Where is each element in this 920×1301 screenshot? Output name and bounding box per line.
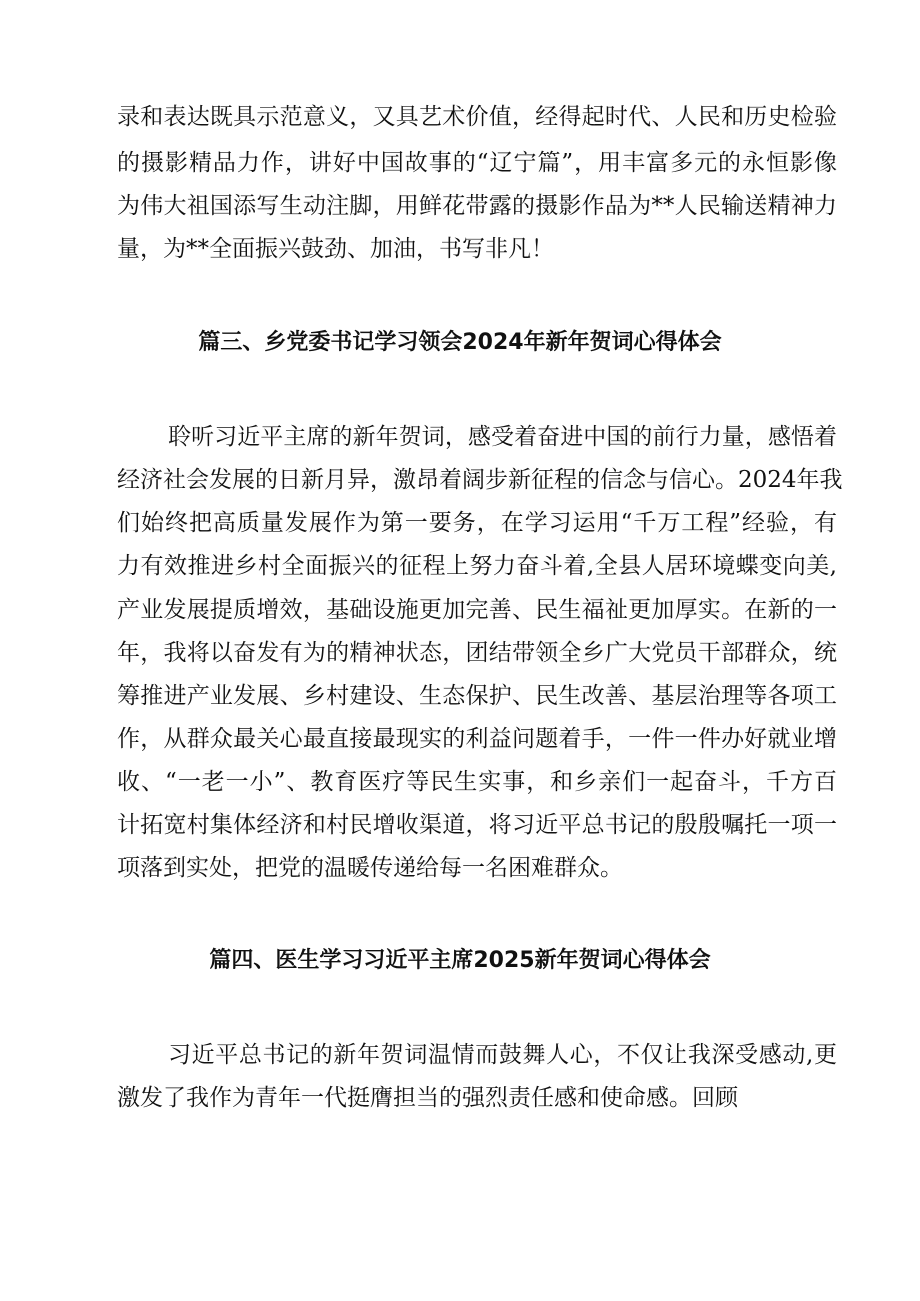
paragraph-line: 聆听习近平主席的新年贺词，感受着奋进中国的前行力量，感悟着 xyxy=(168,424,837,450)
paragraph-line: 的摄影精品力作，讲好中国故事的“辽宁篇”，用丰富多元的永恒影像 xyxy=(117,150,837,176)
paragraph-line: 筹推进产业发展、乡村建设、生态保护、民生改善、基层治理等各项工 xyxy=(117,683,837,709)
paragraph-line: 计拓宽村集体经济和村民增收渠道，将习近平总书记的殷殷嘱托一项一 xyxy=(117,812,837,838)
paragraph-line: 力有效推进乡村全面振兴的征程上努力奋斗着,全县人居环境蝶变向美, xyxy=(117,553,837,579)
paragraph-line: 项落到实处，把党的温暖传递给每一名困难群众。 xyxy=(117,855,623,881)
section-three-heading: 篇三、乡党委书记学习领会2024年新年贺词心得体会 xyxy=(198,330,722,355)
paragraph-line: 收、“一老一小”、教育医疗等民生实事，和乡亲们一起奋斗，千方百 xyxy=(117,769,837,795)
paragraph-line: 激发了我作为青年一代挺膺担当的强烈责任感和使命感。回顾 xyxy=(117,1085,738,1111)
paragraph-line: 产业发展提质增效，基础设施更加完善、民生福祉更加厚实。在新的一 xyxy=(117,597,837,623)
paragraph-line: 经济社会发展的日新月异，激昂着阔步新征程的信念与信心。2024年我 xyxy=(117,467,843,493)
paragraph-line: 们始终把高质量发展作为第一要务，在学习运用“千万工程”经验，有 xyxy=(117,510,837,536)
paragraph-line: 为伟大祖国添写生动注脚，用鲜花带露的摄影作品为**人民输送精神力 xyxy=(117,193,837,219)
paragraph-line: 习近平总书记的新年贺词温情而鼓舞人心，不仅让我深受感动,更 xyxy=(168,1042,837,1068)
section-four-heading: 篇四、医生学习习近平主席2025新年贺词心得体会 xyxy=(209,948,711,973)
paragraph-line: 作，从群众最关心最直接最现实的利益问题着手，一件一件办好就业增 xyxy=(117,726,837,752)
paragraph-line: 录和表达既具示范意义，又具艺术价值，经得起时代、人民和历史检验 xyxy=(117,104,837,130)
paragraph-line: 量，为**全面振兴鼓劲、加油，书写非凡！ xyxy=(117,236,554,262)
paragraph-line: 年，我将以奋发有为的精神状态，团结带领全乡广大党员干部群众，统 xyxy=(117,640,837,666)
